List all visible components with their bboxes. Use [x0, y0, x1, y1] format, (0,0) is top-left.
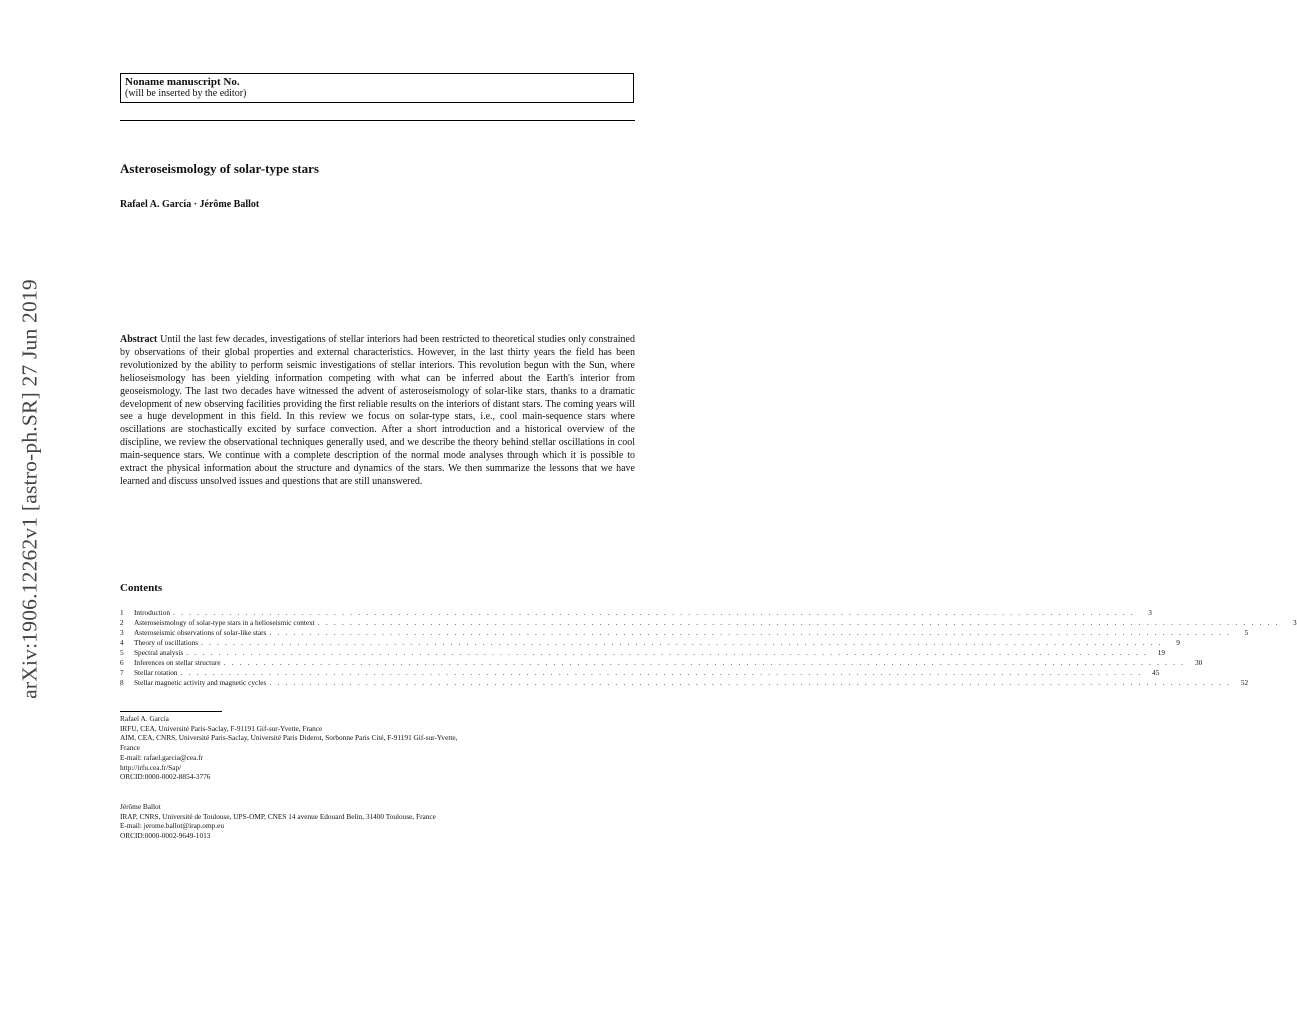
toc-row[interactable]: [120, 678, 1249, 688]
toc-leader-dots: . . . . . . . . . . . . . . . . . . . . . . . . . . . . . . . . . . . . . . . . . . . . . . . . . . . . . . . . . . . . . . . . . . . . . . . . . . . . . . . . . . . . . . . . . . . . . . . . . . . . . . . . . . . . . . . . . . . . . . . .: [317, 618, 1280, 627]
affiliation-orcid: ORCID:0000-0002-8854-3776: [120, 772, 211, 782]
abstract: [120, 334, 635, 489]
toc-number: 7: [120, 668, 124, 677]
manuscript-box: [120, 73, 634, 103]
paper-title: Asteroseismology of solar-type stars: [120, 161, 319, 176]
affiliation-line: France: [120, 743, 140, 753]
toc-number: 8: [120, 678, 124, 687]
manuscript-number: Noname manuscript No.: [125, 76, 240, 88]
toc-number: 3: [120, 628, 124, 637]
abstract-text: Until the last few decades, investigations of stellar interiors had been restricted to theoretical studies only constrained by observations of their global properties and external characteristics. However, in the last thirty years the field has been revolutionized by the ability to perform seismic investigations of stellar interiors. This revolution begun with the Sun, where helioseismology has been yielding information competing with what can be inferred about the Earth's interior from geoseismology. The last two decades have witnessed the advent of asteroseismology of solar-like stars, thanks to a dramatic development of new observing facilities providing the first reliable results on the interiors of distant stars. The coming years will see a huge development in this field. In this review we focus on solar-type stars, i.e., cool main-sequence stars where oscillations are stochastically excited by surface convection. After a short introduction and a historical overview of the discipline, we review the observational techniques generally used, and we describe the theory behind stellar oscillations in cool main-sequence stars. We continue with a complete description of the normal mode analyses through which it is possible to extract the physical information about the structure and dynamics of the stars. We then summarize the lessons that we have learned and discuss unsolved issues and questions that are still unanswered.: [120, 334, 635, 487]
toc-page: 3: [1148, 608, 1152, 617]
toc-leader-dots: . . . . . . . . . . . . . . . . . . . . . . . . . . . . . . . . . . . . . . . . . . . . . . . . . . . . . . . . . . . . . . . . . . . . . . . . . . . . . . . . . . . . . . . . . . . . . . . . . . . . . . . . . . . . . . . . . . . . . . . .: [180, 668, 1143, 677]
editor-note: (will be inserted by the editor): [125, 88, 247, 99]
toc-row[interactable]: [120, 628, 1249, 638]
table-of-contents: [120, 608, 1297, 688]
toc-row[interactable]: [120, 618, 1297, 628]
arxiv-identifier: arXiv:1906.12262v1 [astro-ph.SR] 27 Jun 2019: [17, 279, 42, 699]
affiliation-garcia: [120, 714, 640, 782]
toc-number: 1: [120, 608, 124, 617]
affiliation-line: AIM, CEA, CNRS, Université Paris-Saclay, Université Paris Diderot, Sorbonne Paris Cité, F-91191 Gif-sur-Yvette,: [120, 733, 458, 743]
toc-leader-dots: . . . . . . . . . . . . . . . . . . . . . . . . . . . . . . . . . . . . . . . . . . . . . . . . . . . . . . . . . . . . . . . . . . . . . . . . . . . . . . . . . . . . . . . . . . . . . . . . . . . . . . . . . . . . . . . . . . . . . . . .: [173, 608, 1135, 617]
affiliation-ballot: [120, 802, 640, 841]
affiliation-name: Jérôme Ballot: [120, 802, 161, 811]
toc-leader-dots: . . . . . . . . . . . . . . . . . . . . . . . . . . . . . . . . . . . . . . . . . . . . . . . . . . . . . . . . . . . . . . . . . . . . . . . . . . . . . . . . . . . . . . . . . . . . . . . . . . . . . . . . . . . . . . . . . . . . . . . .: [186, 648, 1149, 657]
toc-title: Asteroseismic observations of solar-like stars: [134, 628, 267, 637]
toc-row[interactable]: [120, 608, 1152, 618]
toc-leader-dots: . . . . . . . . . . . . . . . . . . . . . . . . . . . . . . . . . . . . . . . . . . . . . . . . . . . . . . . . . . . . . . . . . . . . . . . . . . . . . . . . . . . . . . . . . . . . . . . . . . . . . . . . . . . . . . . . . . . . . . . .: [269, 628, 1232, 637]
toc-title: Introduction: [134, 608, 171, 617]
toc-leader-dots: . . . . . . . . . . . . . . . . . . . . . . . . . . . . . . . . . . . . . . . . . . . . . . . . . . . . . . . . . . . . . . . . . . . . . . . . . . . . . . . . . . . . . . . . . . . . . . . . . . . . . . . . . . . . . . . . . . . . . . . .: [223, 658, 1186, 667]
toc-page: 52: [1240, 678, 1249, 687]
toc-row[interactable]: [120, 648, 1166, 658]
toc-page: 3: [1292, 618, 1297, 627]
toc-title: Theory of oscillations: [134, 638, 199, 647]
abstract-label: Abstract: [120, 334, 158, 345]
toc-leader-dots: . . . . . . . . . . . . . . . . . . . . . . . . . . . . . . . . . . . . . . . . . . . . . . . . . . . . . . . . . . . . . . . . . . . . . . . . . . . . . . . . . . . . . . . . . . . . . . . . . . . . . . . . . . . . . . . . . . . . . . . .: [269, 678, 1232, 687]
affiliation-email: E-mail: rafael.garcia@cea.fr: [120, 752, 204, 762]
affiliation-name: Rafael A. García: [120, 714, 169, 723]
header-rule: [120, 120, 635, 121]
affiliation-orcid: ORCID:0000-0002-9649-1013: [120, 831, 211, 841]
affiliation-line: IRFU, CEA, Université Paris-Saclay, F-91191 Gif-sur-Yvette, France: [120, 723, 323, 733]
arxiv-sidebar: [14, 279, 46, 699]
toc-row[interactable]: [120, 638, 1180, 648]
toc-page: 30: [1195, 658, 1203, 667]
toc-number: 5: [120, 648, 124, 657]
affiliation-line: IRAP, CNRS, Université de Toulouse, UPS-OMP, CNES 14 avenue Edouard Belin, 31400 Toulouse, France: [120, 811, 436, 821]
affiliation-email: E-mail: jerome.ballot@irap.omp.eu: [120, 821, 224, 831]
toc-title: Spectral analysis: [134, 648, 184, 657]
toc-title: Stellar magnetic activity and magnetic cycles: [134, 678, 267, 687]
toc-row[interactable]: [120, 668, 1160, 678]
toc-leader-dots: . . . . . . . . . . . . . . . . . . . . . . . . . . . . . . . . . . . . . . . . . . . . . . . . . . . . . . . . . . . . . . . . . . . . . . . . . . . . . . . . . . . . . . . . . . . . . . . . . . . . . . . . . . . . . . . . . . . . . . . .: [201, 638, 1163, 647]
toc-number: 2: [120, 618, 124, 627]
affiliation-web: http://irfu.cea.fr/Sap/: [120, 762, 182, 772]
toc-page: 45: [1152, 668, 1160, 677]
toc-number: 4: [120, 638, 124, 647]
toc-number: 6: [120, 658, 124, 667]
contents-heading: Contents: [120, 582, 163, 594]
toc-title: Stellar rotation: [134, 668, 178, 677]
toc-page: 9: [1176, 638, 1180, 647]
toc-page: 19: [1157, 648, 1166, 657]
toc-row[interactable]: [120, 658, 1203, 668]
toc-title: Asteroseismology of solar-type stars in a helioseismic context: [134, 618, 315, 627]
toc-page: 5: [1244, 628, 1249, 637]
footnote-rule: [120, 711, 222, 712]
paper-authors: Rafael A. García · Jérôme Ballot: [120, 199, 260, 210]
toc-title: Inferences on stellar structure: [134, 658, 221, 667]
